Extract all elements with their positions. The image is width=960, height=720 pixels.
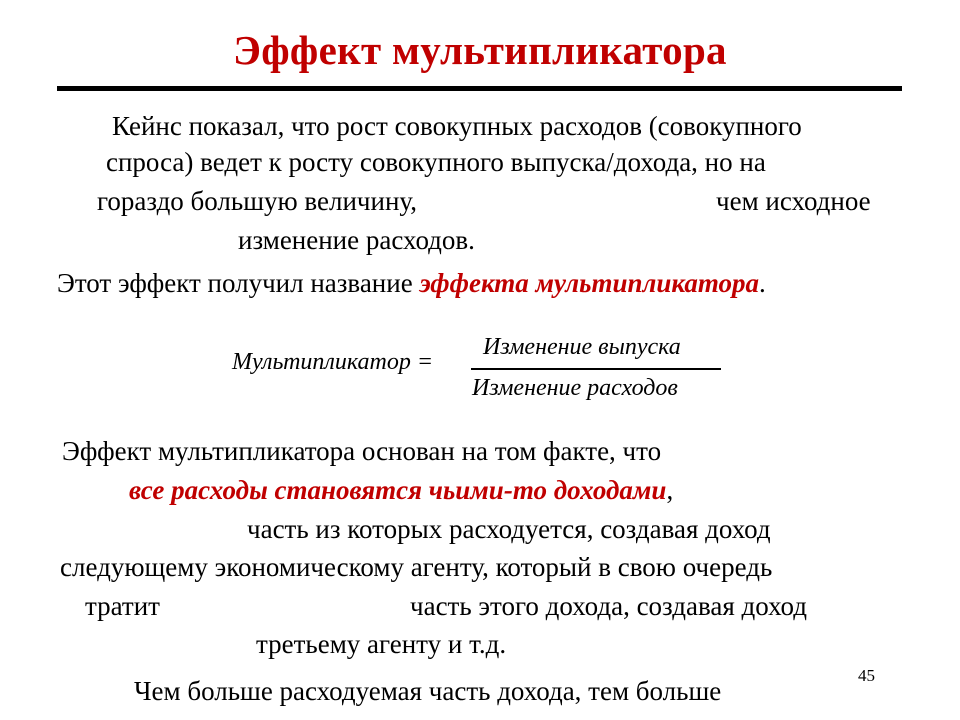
para1-line3a: гораздо большую величину, [97,186,417,216]
formula-fraction-bar [471,368,721,370]
para3-line2 [129,477,673,504]
para2-suffix: . [759,268,766,298]
para3-line2-suffix: , [666,475,674,505]
para3-highlight: все расходы становятся чьими-то доходами [129,475,667,505]
para3-line6: третьему агенту и т.д. [256,629,507,659]
para1-line4: изменение расходов. [238,225,475,255]
para1-line1: Кейнс показал, что рост совокупных расходов (совокупного [112,111,802,141]
slide-title: Эффект мультипликатора [233,27,727,73]
para2-prefix: Этот эффект получил название [57,268,420,298]
para1-line2: спроса) ведет к росту совокупного выпуска/дохода, но на [106,147,766,177]
title-underline [57,86,902,91]
formula-denominator: Изменение расходов [472,375,678,401]
para3-line4: следующему экономическому агенту, который в свою очередь [60,552,773,582]
formula-numerator: Изменение выпуска [483,334,681,360]
para3-line5a: тратит [85,591,160,621]
page-number: 45 [858,666,875,685]
formula-lhs: Мультипликатор = [232,349,434,375]
para2-line [57,270,766,297]
para3-line5b: часть этого дохода, создавая доход [410,591,807,621]
para3-line3: часть из которых расходуется, создавая доход [247,514,771,544]
para1-line3b: чем исходное [716,186,871,216]
para3-line1: Эффект мультипликатора основан на том факте, что [62,436,662,466]
para4-line1: Чем больше расходуемая часть дохода, тем больше [134,676,722,706]
para2-highlight: эффекта мультипликатора [419,268,760,298]
